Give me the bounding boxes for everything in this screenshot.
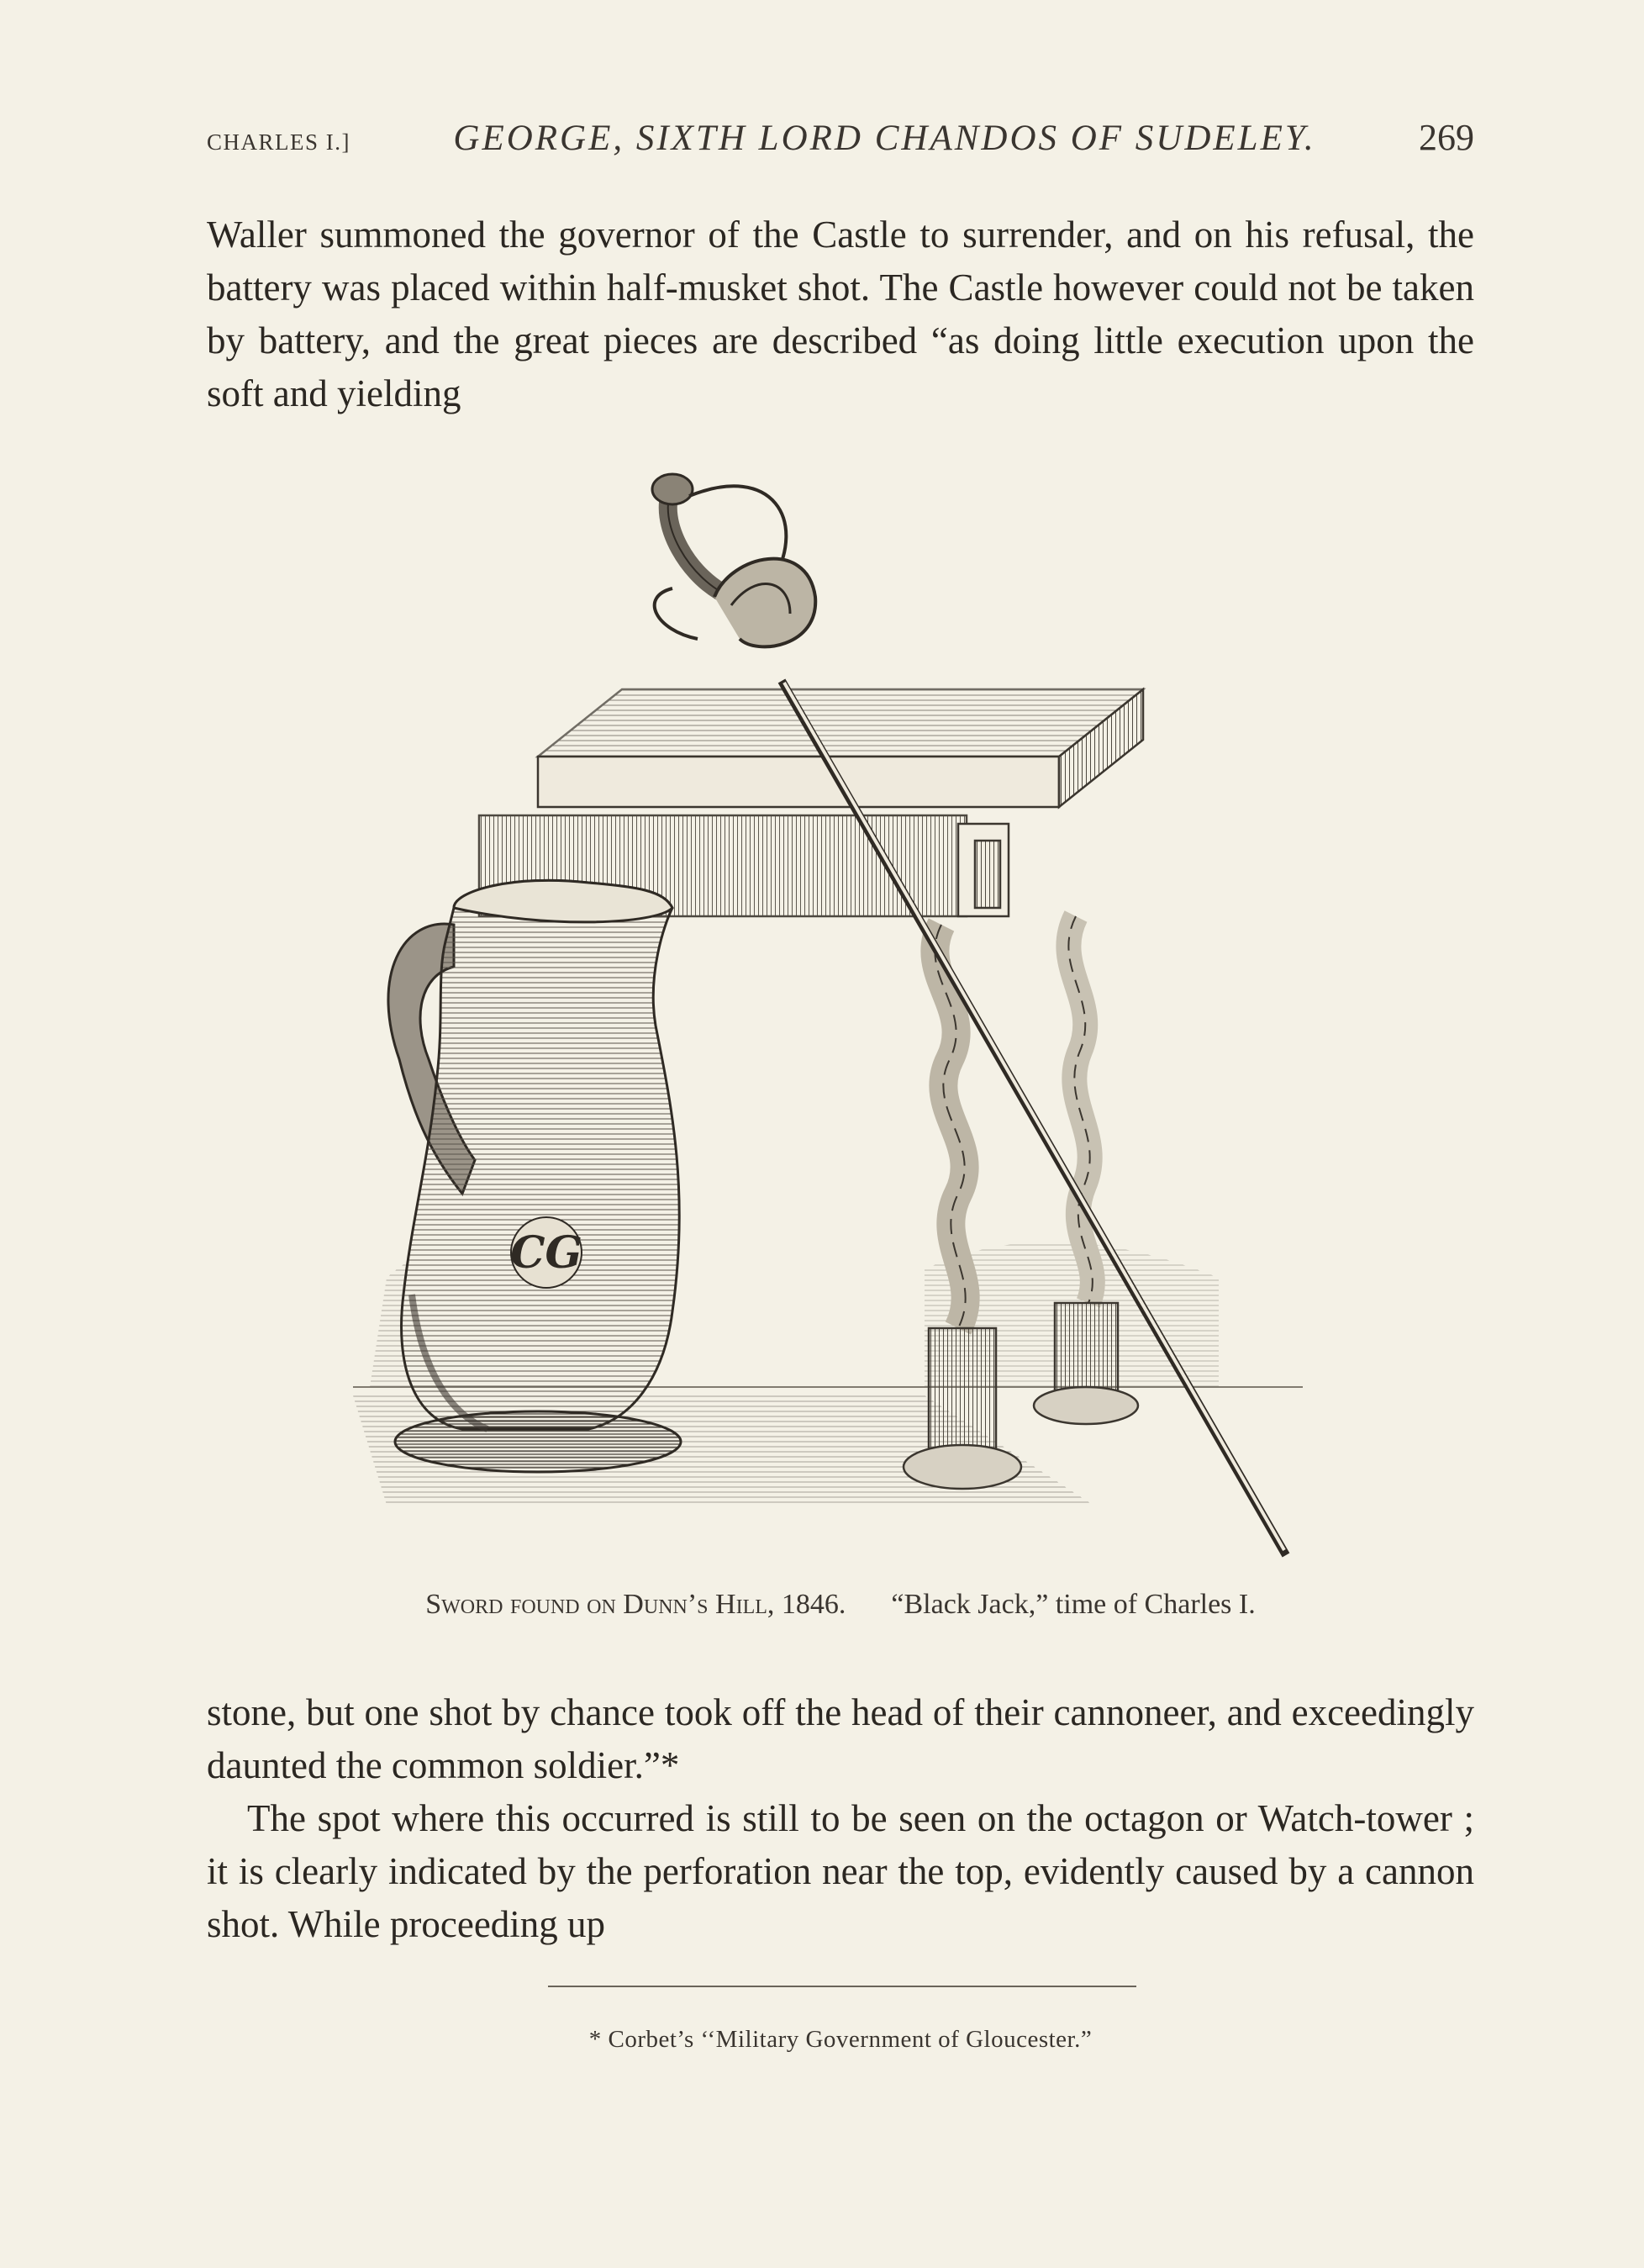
page-number: 269 xyxy=(1419,117,1474,158)
monogram-text: CG xyxy=(510,1227,582,1279)
black-jack-pitcher xyxy=(388,880,681,1472)
footnote: * Corbet’s ‘‘Military Government of Gloucester.” xyxy=(588,2026,1093,2053)
cg-monogram xyxy=(510,1217,582,1288)
caption-sword: Sword found on Dunn’s Hill, 1846. xyxy=(425,1589,846,1620)
footnote-rule xyxy=(548,1986,1136,1987)
sword-and-black-jack-engraving xyxy=(336,471,1345,1580)
paragraph-3: The spot where this occurred is still to be seen on the octagon or Watch-tower ; it is clearly indicated by the perforation near the top, evidently caused by a cannon shot. While proceeding up xyxy=(207,1797,1474,1945)
running-head xyxy=(207,116,1474,159)
running-head-title: GEORGE, SIXTH LORD CHANDOS OF SUDELEY. xyxy=(453,119,1316,158)
paragraph-1: Waller summoned the governor of the Castle to surrender, and on his refusal, the battery was placed within half-musket shot. The Castle however could not be taken by battery, and the great pieces are described “as doing little execution upon the soft and yielding xyxy=(207,214,1474,414)
paragraph-2: stone, but one shot by chance took off the head of their cannoneer, and exceedingly daunted the common soldier.”* xyxy=(207,1691,1474,1786)
figure-caption xyxy=(207,1589,1474,1621)
caption-black-jack: “Black Jack,” time of Charles I. xyxy=(891,1589,1256,1620)
running-head-reign: CHARLES I.] xyxy=(207,129,350,155)
